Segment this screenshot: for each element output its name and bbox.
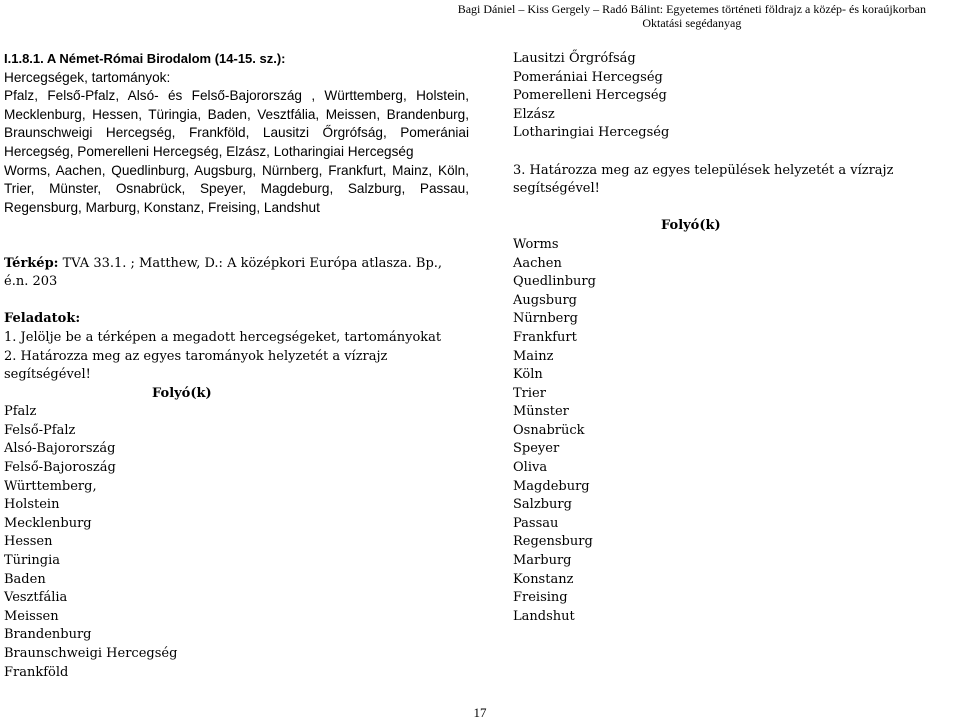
region-list-item: Vesztfália <box>4 590 68 606</box>
city-list-item: Augsburg <box>513 292 577 308</box>
city-list-item: Regensburg <box>513 534 593 550</box>
region-list-continued <box>513 50 958 143</box>
task-3: 3. Határozza meg az egyes települések helyzetét a vízrajz segítségével! <box>513 162 894 197</box>
city-list-item: Passau <box>513 515 559 531</box>
region-list-item: Pfalz <box>4 404 37 420</box>
city-list-item: Worms <box>513 236 559 252</box>
city-list-item: Landshut <box>513 608 575 624</box>
region-list-item: Lausitzi Őrgrófság <box>513 51 636 66</box>
city-list <box>513 236 958 626</box>
city-list-item: Speyer <box>513 441 560 457</box>
city-list-item: Magdeburg <box>513 478 590 494</box>
city-list-item: Aachen <box>513 255 562 271</box>
map-reference-text: TVA 33.1. ; Matthew, D.: A középkori Európa atlasza. Bp., é.n. 203 <box>4 255 443 290</box>
region-list-item: Alsó-Bajorország <box>4 441 116 457</box>
region-list-item: Baden <box>4 571 46 587</box>
city-list-item: Marburg <box>513 553 572 569</box>
left-column <box>4 50 469 682</box>
region-list-item: Württemberg, <box>4 478 97 494</box>
city-list-item: Osnabrück <box>513 422 585 438</box>
region-list-item: Pomerániai Hercegség <box>513 69 663 85</box>
header-authors-title: Bagi Dániel – Kiss Gergely – Radó Bálint: Egyetemes történeti földrajz a közép- és koraújkorban <box>457 2 926 16</box>
city-list-item: Freising <box>513 590 568 606</box>
region-list-item: Felső-Bajoroszág <box>4 460 116 476</box>
river-column-header-cities: Folyó(k) <box>661 218 721 234</box>
region-list-item: Elzász <box>513 106 555 122</box>
region-list-item: Pomerelleni Hercegség <box>513 88 667 104</box>
region-list-item: Hessen <box>4 534 53 550</box>
city-list-item: Konstanz <box>513 571 574 587</box>
city-list-item: Frankfurt <box>513 329 577 345</box>
region-list <box>4 403 469 682</box>
city-list-item: Köln <box>513 367 543 383</box>
region-list-item: Mecklenburg <box>4 515 92 531</box>
city-list-item: Nürnberg <box>513 311 578 327</box>
section-title: I.1.8.1. A Német-Római Birodalom (14-15. sz.): <box>4 51 286 66</box>
city-list-item: Trier <box>513 385 546 401</box>
regions-subtitle: Hercegségek, tartományok: <box>4 69 171 85</box>
region-list-item: Braunschweigi Hercegség <box>4 646 178 661</box>
map-reference <box>4 255 469 292</box>
city-list-item: Mainz <box>513 348 554 364</box>
region-list-item: Türingia <box>4 553 61 569</box>
region-list-item: Frankföld <box>4 664 69 680</box>
running-header <box>458 2 926 30</box>
regions-paragraph: Pfalz, Felső-Pfalz, Alsó- és Felső-Bajorország , Württemberg, Holstein, Mecklenburg, Hessen, Türingia, Baden, Vesztfália, Meissen, Brandenburg, Braunschweigi Hercegség, Frankföld, Lausitzi Őrgrófság, Pomerániai Hercegség, Pomerelleni Hercegség, Elzász, Lotharingiai Hercegség <box>4 88 469 159</box>
city-list-item: Oliva <box>513 460 548 476</box>
region-list-item: Brandenburg <box>4 627 92 643</box>
region-list-item: Meissen <box>4 608 59 624</box>
tasks-heading: Feladatok: <box>4 311 81 327</box>
region-list-item: Lotharingiai Hercegség <box>513 125 670 141</box>
page-number: 17 <box>473 705 487 720</box>
region-list-item: Holstein <box>4 497 60 513</box>
map-label: Térkép: <box>4 255 59 271</box>
city-list-item: Quedlinburg <box>513 274 596 290</box>
cities-paragraph: Worms, Aachen, Quedlinburg, Augsburg, Nürnberg, Frankfurt, Mainz, Köln, Trier, Münster, Osnabrück, Speyer, Magdeburg, Salzburg, Passau, Regensburg, Marburg, Konstanz, Freising, Landshut <box>4 162 469 215</box>
city-list-item: Salzburg <box>513 497 572 513</box>
region-list-item: Felső-Pfalz <box>4 422 76 438</box>
right-column <box>513 50 958 626</box>
river-column-header: Folyó(k) <box>152 385 212 401</box>
header-subtitle: Oktatási segédanyag <box>642 16 742 30</box>
city-list-item: Münster <box>513 404 569 420</box>
task-1: 1. Jelölje be a térképen a megadott hercegségeket, tartományokat <box>4 329 442 345</box>
task-2: 2. Határozza meg az egyes tarományok helyzetét a vízrajz segítségével! <box>4 348 388 383</box>
